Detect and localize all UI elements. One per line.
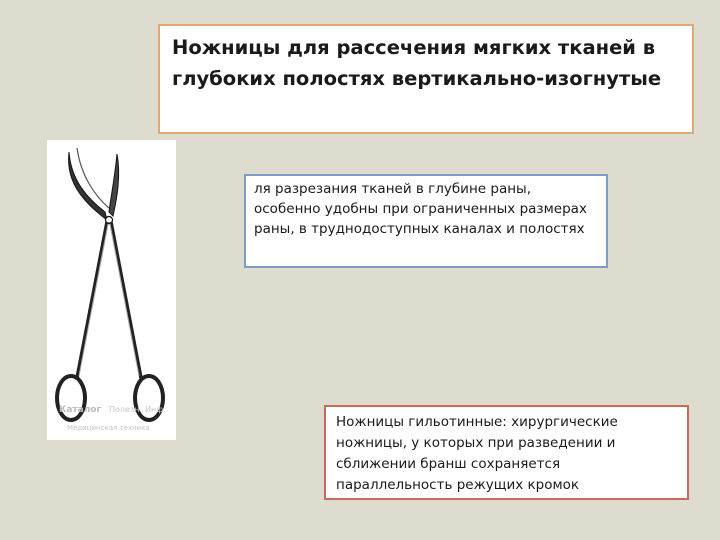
shank-left [77, 222, 107, 378]
blade-right [109, 154, 119, 216]
scissors-image [47, 140, 176, 440]
curved-scissors-illustration [47, 140, 176, 440]
blade-left [69, 152, 107, 220]
guillotine-definition-text: : хирургические ножницы, у которых при разведении и сближении бранш сохраняется параллельность режущих кромок [336, 414, 618, 493]
guillotine-term: Ножницы гильотинные [336, 414, 503, 430]
description-text: ля разрезания тканей в глубине раны, особенно удобны при ограниченных размерах раны, в труднодоступных каналах и полостях [254, 181, 587, 237]
blade-left-edge [77, 148, 109, 208]
shank-right [111, 222, 141, 378]
guillotine-definition [336, 412, 677, 496]
svg-text:Полезн.: Полезн. [109, 405, 142, 414]
description-box [244, 174, 608, 268]
title-box [158, 24, 694, 134]
slide-title: Ножницы для рассечения мягких тканей в глубоких полостях вертикально-изогнутые [172, 36, 662, 90]
svg-text:Медицинская техника: Медицинская техника [67, 424, 150, 432]
svg-text:Инф.: Инф. [145, 405, 166, 414]
guillotine-box [324, 405, 689, 500]
watermark-logo: Каталог [59, 405, 102, 415]
